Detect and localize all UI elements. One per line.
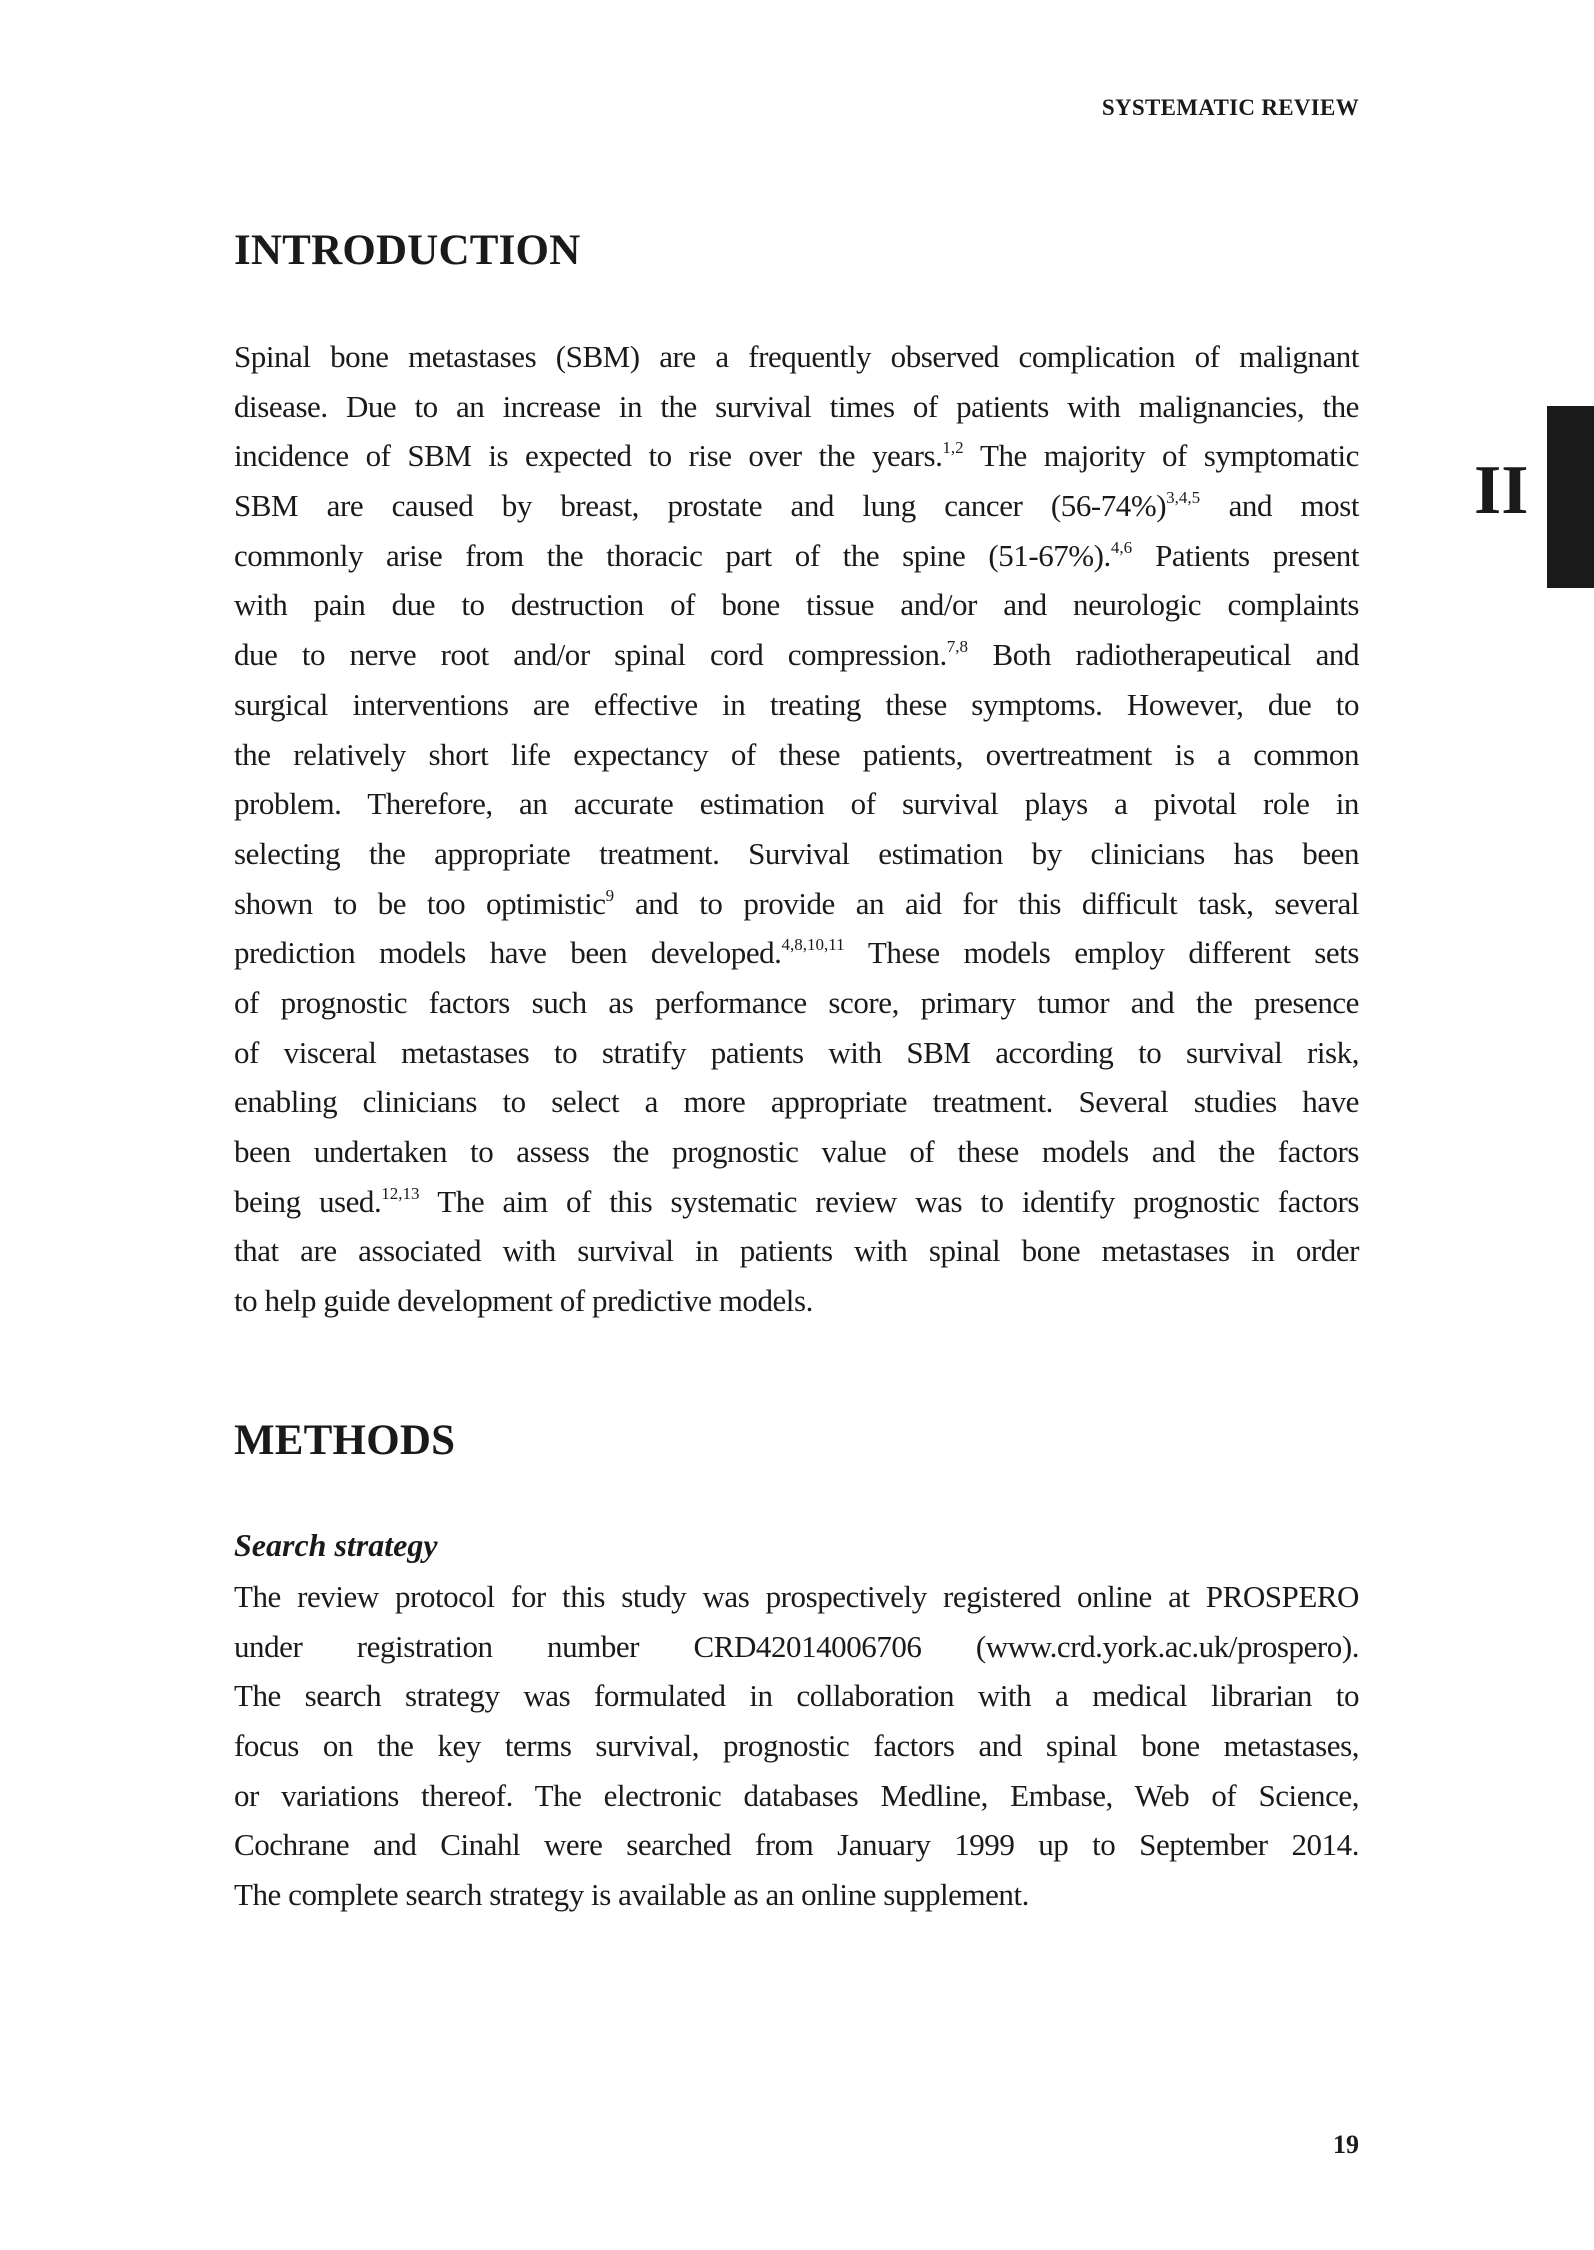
- text-line: [234, 580, 1359, 630]
- text-run: Patients present: [1132, 537, 1359, 573]
- text-line: [234, 1870, 1359, 1920]
- text-run: of visceral metastases to stratify patients with SBM according to survival risk,: [234, 1034, 1359, 1070]
- text-line: [234, 1820, 1359, 1870]
- text-line: [234, 1671, 1359, 1721]
- text-line: [234, 1771, 1359, 1821]
- text-run: shown to be too optimistic: [234, 885, 606, 921]
- citation-superscript: 1,2: [942, 438, 964, 458]
- text-line: [234, 1226, 1359, 1276]
- text-run: Spinal bone metastases (SBM) are a frequently observed complication of malignant: [234, 339, 1359, 374]
- text-line: [234, 1572, 1359, 1622]
- text-run: SBM are caused by breast, prostate and lung cancer (56-74%): [234, 488, 1167, 524]
- text-line: [234, 332, 1359, 382]
- text-line: [234, 431, 1359, 481]
- text-run: The review protocol for this study was prospectively registered online at PROSPERO: [234, 1579, 1359, 1614]
- text-run: Cochrane and Cinahl were searched from January 1999 up to September 2014.: [234, 1827, 1359, 1863]
- text-run: focus on the key terms survival, prognostic factors and spinal bone metastases,: [234, 1728, 1359, 1764]
- text-run: selecting the appropriate treatment. Survival estimation by clinicians has been: [234, 835, 1359, 871]
- text-run: with pain due to destruction of bone tissue and/or and neurologic complaints: [234, 587, 1359, 623]
- text-line: [234, 1077, 1359, 1127]
- text-line: [234, 1622, 1359, 1672]
- text-line: [234, 481, 1359, 531]
- text-run: to help guide development of predictive models.: [234, 1283, 813, 1319]
- methods-paragraph: [234, 1572, 1359, 1920]
- text-run: been undertaken to assess the prognostic value of these models and the factors: [234, 1134, 1359, 1169]
- text-run: commonly arise from the thoracic part of the spine (51-67%).: [234, 537, 1111, 573]
- text-run: and to provide an aid for this difficult task, several: [614, 885, 1359, 921]
- introduction-paragraph: [234, 332, 1359, 1326]
- text-run: The aim of this systematic review was to identify prognostic factors: [419, 1183, 1359, 1219]
- text-run: The majority of symptomatic: [963, 438, 1359, 474]
- text-line: [234, 531, 1359, 581]
- text-run: due to nerve root and/or spinal cord compression.: [234, 637, 947, 673]
- text-run: disease. Due to an increase in the survival times of patients with malignancies, the: [234, 388, 1359, 424]
- citation-superscript: 4,6: [1110, 537, 1133, 557]
- text-run: the relatively short life expectancy of these patients, overtreatment is a common: [234, 736, 1359, 772]
- text-line: [234, 1127, 1359, 1177]
- text-run: under registration number CRD42014006706 (www.crd.york.ac.uk/prospero).: [234, 1628, 1359, 1664]
- text-run: problem. Therefore, an accurate estimation of survival plays a pivotal role in: [234, 786, 1359, 822]
- text-line: [234, 630, 1359, 680]
- text-line: [234, 879, 1359, 929]
- text-run: prediction models have been developed.: [234, 935, 782, 971]
- text-run: being used.: [234, 1183, 382, 1219]
- text-line: [234, 1721, 1359, 1771]
- text-line: [234, 928, 1359, 978]
- text-line: [234, 829, 1359, 879]
- chapter-number: II: [1474, 452, 1529, 529]
- text-line: [234, 978, 1359, 1028]
- text-run: The search strategy was formulated in collaboration with a medical librarian to: [234, 1678, 1359, 1714]
- citation-superscript: 9: [605, 885, 615, 905]
- text-line: [234, 680, 1359, 730]
- text-run: enabling clinicians to select a more appropriate treatment. Several studies have: [234, 1084, 1359, 1120]
- citation-superscript: 12,13: [381, 1183, 420, 1203]
- text-run: of prognostic factors such as performance score, primary tumor and the presence: [234, 984, 1359, 1020]
- text-run: These models employ different sets: [844, 935, 1359, 971]
- citation-superscript: 4,8,10,11: [781, 935, 845, 955]
- text-line: [234, 779, 1359, 829]
- text-run: incidence of SBM is expected to rise over the years.: [234, 438, 943, 474]
- text-run: surgical interventions are effective in treating these symptoms. However, due to: [234, 686, 1359, 722]
- page-number: 19: [1333, 2130, 1359, 2159]
- citation-superscript: 7,8: [946, 637, 969, 657]
- methods-heading: METHODS: [234, 1417, 456, 1464]
- text-run: The complete search strategy is available as an online supplement.: [234, 1877, 1029, 1913]
- running-header: SYSTEMATIC REVIEW: [1101, 95, 1359, 120]
- text-line: [234, 1276, 1359, 1326]
- citation-superscript: 3,4,5: [1166, 488, 1201, 508]
- text-line: [234, 1028, 1359, 1078]
- text-run: that are associated with survival in patients with spinal bone metastases in order: [234, 1233, 1359, 1269]
- chapter-tab-marker: [1547, 406, 1594, 588]
- text-run: Both radiotherapeutical and: [968, 637, 1360, 673]
- text-run: and most: [1200, 488, 1359, 524]
- text-line: [234, 382, 1359, 432]
- text-run: or variations thereof. The electronic databases Medline, Embase, Web of Science,: [234, 1777, 1359, 1813]
- text-line: [234, 1177, 1359, 1227]
- introduction-heading: INTRODUCTION: [234, 227, 581, 274]
- search-strategy-subheading: Search strategy: [234, 1527, 438, 1563]
- text-line: [234, 730, 1359, 780]
